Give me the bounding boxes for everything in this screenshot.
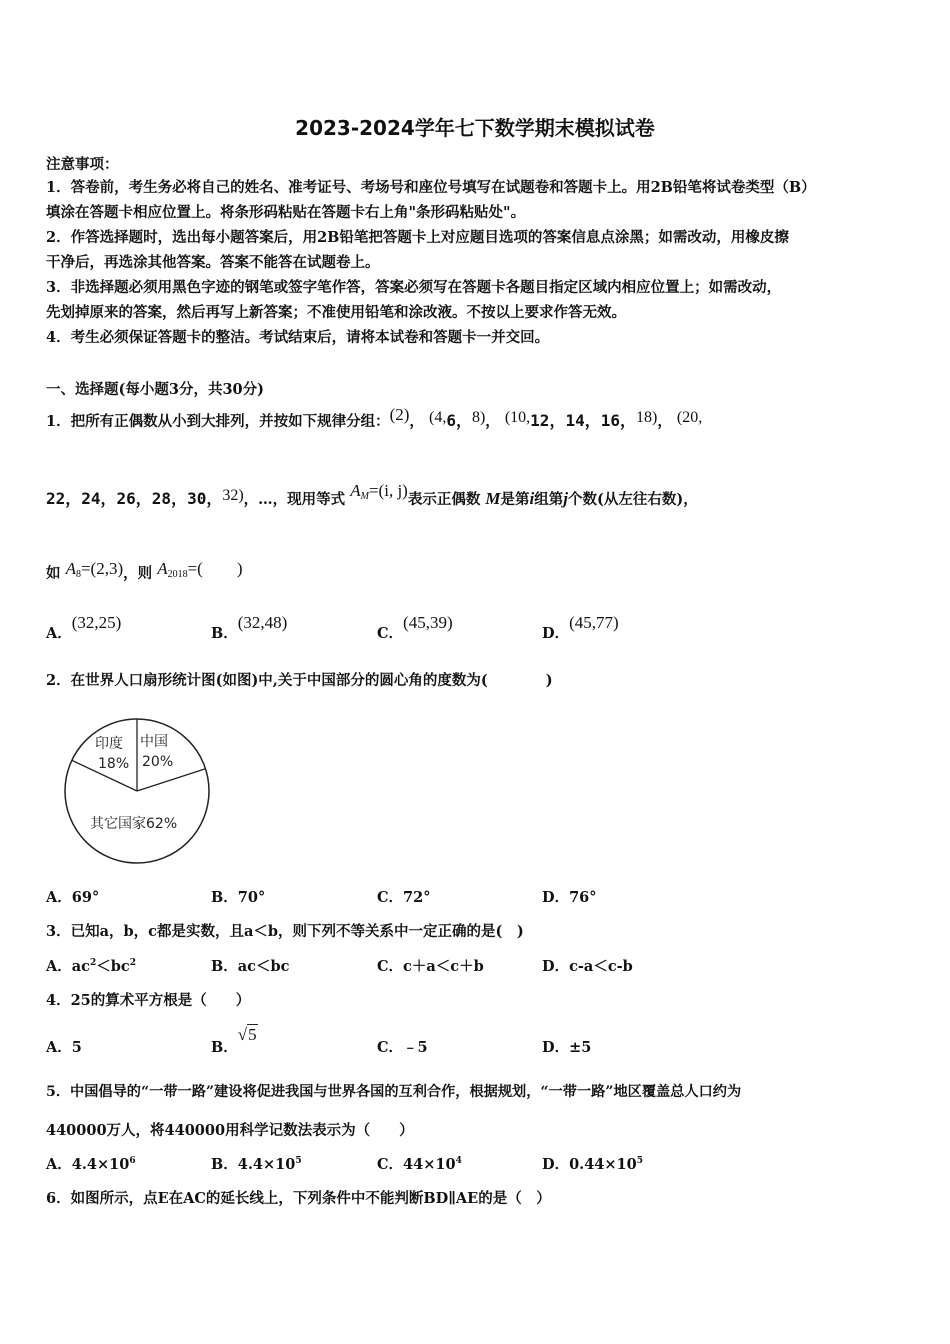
q1-a-letter: A bbox=[350, 481, 361, 500]
q5-line-2: 440000万人，将440000用科学记数法表示为（ ） bbox=[46, 1122, 414, 1139]
option-exponent: 5 bbox=[636, 1156, 643, 1166]
option-label: D． bbox=[542, 625, 570, 642]
q1-a-sub: M bbox=[360, 491, 369, 502]
q1-a8-letter: A bbox=[65, 559, 76, 578]
notice-line-5: 3．非选择题必须用黑色字迹的钢笔或签字笔作答，答案必须写在答题卡各题目指定区域内相应位置上；如需改动， bbox=[46, 279, 782, 296]
page-title: 2023-2024学年七下数学期末模拟试卷 bbox=[295, 116, 655, 140]
option-sup: 2 bbox=[129, 958, 136, 968]
q1-a8-value: =(2,3) bbox=[80, 559, 124, 578]
option-value: c-a＜c-b bbox=[569, 958, 633, 975]
q1-m-letter: M bbox=[485, 489, 501, 508]
q5-line-1: 5．中国倡导的“一带一路”建设将促进我国与世界各国的互利合作，根据规划，“一带一路”地区覆盖总人口约为 bbox=[46, 1084, 742, 1100]
q1-comma: ， bbox=[657, 413, 672, 430]
option-label: C． bbox=[377, 958, 404, 975]
option-value: 5 bbox=[71, 1039, 82, 1056]
q3-option-b[interactable] bbox=[211, 955, 289, 976]
q5-option-a[interactable] bbox=[46, 1153, 136, 1174]
q2-option-a[interactable] bbox=[46, 886, 99, 907]
option-label: B． bbox=[211, 625, 238, 642]
q1-group-3-open: (10, bbox=[504, 409, 531, 426]
option-value: 4.4×10 bbox=[237, 1156, 296, 1173]
population-pie-chart bbox=[62, 712, 222, 872]
option-value: c＋a＜c＋b bbox=[403, 958, 484, 975]
option-value: 4.4×10 bbox=[71, 1156, 130, 1173]
option-value: ac＜bc bbox=[237, 958, 290, 975]
option-value: 69° bbox=[71, 889, 100, 906]
q1-group-3-close: 18) bbox=[635, 409, 658, 426]
option-sup: 2 bbox=[90, 958, 97, 968]
q1-group-2-close: 8) bbox=[471, 409, 486, 426]
q1-a8-sub: 8 bbox=[75, 569, 81, 580]
q5-option-b[interactable] bbox=[211, 1153, 302, 1174]
option-value: 76° bbox=[569, 889, 597, 906]
notice-line-4: 干净后，再选涂其他答案。答案不能答在试题卷上。 bbox=[46, 254, 380, 271]
option-value: (45,77) bbox=[569, 613, 619, 632]
q3-option-d[interactable] bbox=[542, 955, 633, 976]
option-label: A． bbox=[46, 1039, 72, 1056]
q4-stem: 4．25的算术平方根是（ ） bbox=[46, 992, 251, 1009]
option-value: 70° bbox=[237, 889, 266, 906]
option-value: ＜bc bbox=[96, 958, 130, 975]
option-label: C． bbox=[377, 1039, 404, 1056]
option-label: B． bbox=[211, 958, 238, 975]
pie-value-china: 20% bbox=[142, 754, 174, 770]
notice-line-3: 2．作答选择题时，选出每小题答案后，用2B铅笔把答题卡上对应题目选项的答案信息点涂黑；如需改动，用橡皮擦 bbox=[46, 229, 789, 246]
q1-comma: ， bbox=[409, 413, 424, 430]
option-label: A． bbox=[46, 1156, 72, 1173]
q1-a2018-eq: =( ) bbox=[187, 559, 243, 578]
q5-option-c[interactable] bbox=[377, 1153, 462, 1174]
q1-eq-ij: =(i, j) bbox=[368, 481, 408, 500]
option-label: C． bbox=[377, 1156, 404, 1173]
notice-line-7: 4．考生必须保证答题卡的整洁。考试结束后，请将本试卷和答题卡一并交回。 bbox=[46, 329, 550, 346]
q4-option-a[interactable] bbox=[46, 1036, 82, 1057]
q2-stem: 2．在世界人口扇形统计图(如图)中,关于中国部分的圆心角的度数为( ) bbox=[46, 672, 553, 689]
q1-option-a[interactable] bbox=[46, 613, 122, 643]
option-value: 72° bbox=[403, 889, 431, 906]
q1-group-4-open: (20, bbox=[676, 409, 703, 426]
q5-option-d[interactable] bbox=[542, 1153, 643, 1174]
option-label: B． bbox=[211, 1039, 238, 1056]
option-exponent: 4 bbox=[455, 1156, 462, 1166]
option-value: (32,25) bbox=[71, 613, 122, 632]
option-label: D． bbox=[542, 1156, 570, 1173]
option-value: ﹣5 bbox=[403, 1039, 428, 1056]
section-heading: 一、选择题(每小题3分，共30分) bbox=[46, 381, 264, 398]
option-label: D． bbox=[542, 889, 570, 906]
q1-represents: 表示正偶数 bbox=[407, 491, 481, 508]
option-label: B． bbox=[211, 1156, 238, 1173]
option-label: A． bbox=[46, 889, 72, 906]
q1-group-3-mid: 12，14，16， bbox=[530, 411, 636, 430]
q1-comma: ， bbox=[485, 413, 500, 430]
option-label: B． bbox=[211, 889, 238, 906]
option-label: A． bbox=[46, 958, 72, 975]
pie-label-other: 其它国家62% bbox=[90, 816, 178, 832]
option-value: 44×10 bbox=[403, 1156, 456, 1173]
option-value: (32,48) bbox=[237, 613, 288, 632]
pie-label-india: 印度 bbox=[95, 736, 123, 752]
q4-option-c[interactable] bbox=[377, 1036, 428, 1057]
q1-nth: 个数 bbox=[567, 491, 597, 508]
q1-group-1: (2) bbox=[389, 405, 410, 424]
q2-option-d[interactable] bbox=[542, 886, 597, 907]
q3-option-c[interactable] bbox=[377, 955, 484, 976]
pie-label-china: 中国 bbox=[140, 734, 168, 750]
notice-line-6: 先划掉原来的答案，然后再写上新答案；不准使用铅笔和涂改液。不按以上要求作答无效。 bbox=[46, 304, 626, 321]
notice-line-1: 1．答卷前，考生务必将自己的姓名、准考证号、考场号和座位号填写在试题卷和答题卡上。用2B铅笔将试卷类型（B） bbox=[46, 179, 816, 196]
option-exponent: 6 bbox=[129, 1156, 136, 1166]
pie-value-india: 18% bbox=[98, 756, 130, 772]
sqrt-value bbox=[238, 1025, 258, 1044]
q1-ellipsis: ，…， bbox=[243, 491, 288, 508]
q1-line2-numbers: 22，24，26，28，30， bbox=[46, 489, 223, 508]
q6-stem: 6．如图所示，点E在AC的延长线上，下列条件中不能判断BD∥AE的是（ ） bbox=[46, 1190, 551, 1207]
radical-sign: √ bbox=[237, 1025, 248, 1044]
q1-option-c[interactable] bbox=[377, 613, 453, 643]
pie-divider-china-other bbox=[137, 769, 205, 791]
q1-a2018-letter: A bbox=[157, 559, 168, 578]
option-value: ±5 bbox=[569, 1039, 592, 1056]
q1-intro: 1．把所有正偶数从小到大排列，并按如下规律分组： bbox=[46, 413, 390, 430]
notice-line-2: 填涂在答题卡相应位置上。将条形码粘贴在答题卡右上角"条形码粘贴处"。 bbox=[46, 204, 526, 221]
q1-group-2-mid: 6， bbox=[446, 411, 472, 430]
option-value: (45,39) bbox=[403, 613, 453, 632]
option-label: A． bbox=[46, 625, 72, 642]
q2-option-c[interactable] bbox=[377, 886, 430, 907]
q1-use: 现用等式 bbox=[287, 491, 346, 508]
q1-option-b[interactable] bbox=[211, 613, 288, 643]
q1-is-group: 是第 bbox=[500, 491, 530, 508]
q1-option-d[interactable] bbox=[542, 613, 619, 643]
q1-a2018-sub: 2018 bbox=[167, 569, 188, 580]
q3-option-a[interactable] bbox=[46, 955, 136, 976]
option-label: C． bbox=[377, 625, 404, 642]
q1-i-letter: i bbox=[529, 489, 535, 508]
option-value: 0.44×10 bbox=[569, 1156, 637, 1173]
option-label: D． bbox=[542, 958, 570, 975]
q4-option-d[interactable] bbox=[542, 1036, 591, 1057]
notice-heading: 注意事项： bbox=[46, 156, 119, 173]
q4-option-b[interactable] bbox=[211, 1025, 258, 1057]
q2-option-b[interactable] bbox=[211, 886, 265, 907]
q3-stem: 3．已知a，b，c都是实数，且a＜b，则下列不等关系中一定正确的是( ) bbox=[46, 923, 524, 940]
q1-j-letter: j bbox=[563, 489, 568, 508]
option-value: ac bbox=[71, 958, 90, 975]
q1-line-1 bbox=[46, 405, 916, 431]
option-label: D． bbox=[542, 1039, 570, 1056]
q1-ze: ，则 bbox=[123, 565, 153, 582]
q1-line-2 bbox=[46, 481, 916, 510]
q1-left-right: (从左往右数)， bbox=[596, 491, 698, 508]
radicand: 5 bbox=[248, 1025, 257, 1044]
option-label: C． bbox=[377, 889, 404, 906]
q1-group-num: 组第 bbox=[534, 491, 564, 508]
q1-line-3 bbox=[46, 558, 916, 584]
q1-ru: 如 bbox=[46, 565, 61, 582]
q1-group-4-close: 32) bbox=[222, 487, 244, 504]
option-exponent: 5 bbox=[295, 1156, 302, 1166]
q1-group-2-open: (4, bbox=[428, 409, 447, 426]
